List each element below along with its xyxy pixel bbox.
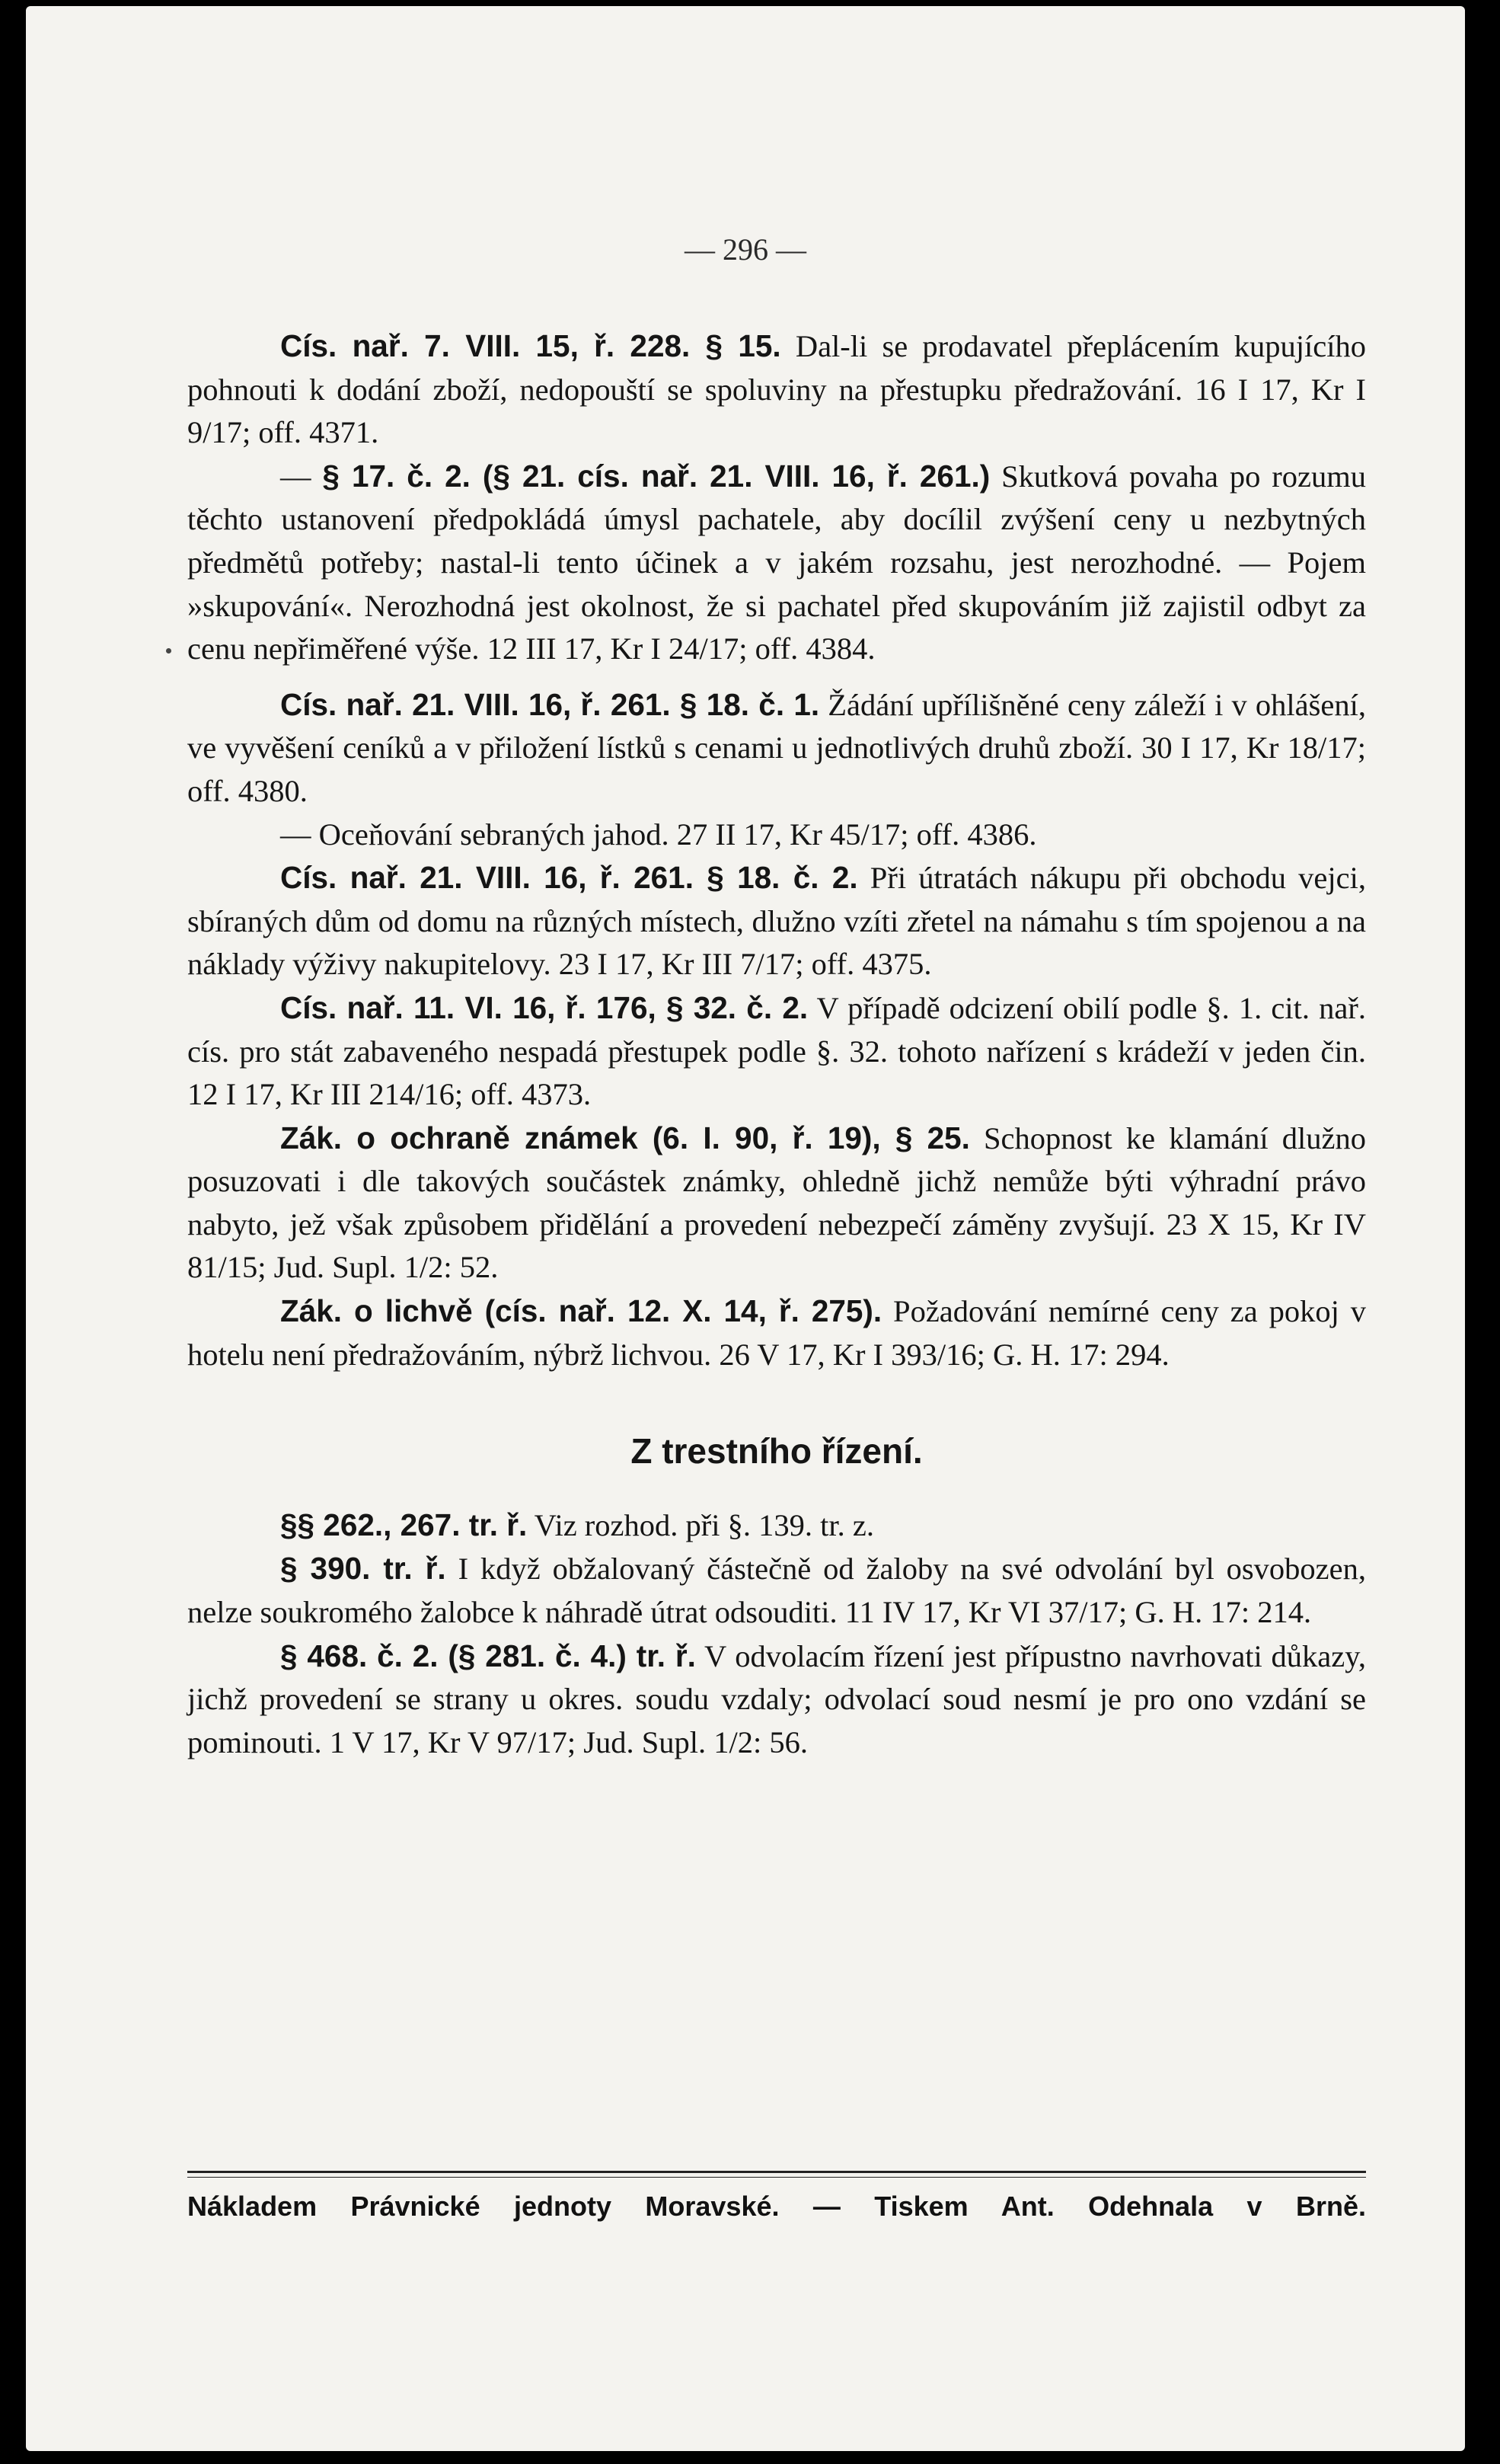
paragraph [187, 1290, 1366, 1376]
paragraph-text: Dal-li se prodavatel přeplácením kupujícího pohnouti k dodání zboží, nedopouští se spoluviny na přestupku předražování. 16 I 17, Kr I 9/17; off. 4371. [187, 329, 1366, 450]
paragraph [187, 324, 1366, 455]
paragraph-heading: Cís. nař. 11. VI. 16, ř. 176, § 32. č. 2. [280, 989, 809, 1025]
paragraph-text: Skutková povaha po rozumu těchto ustanovení předpokládá úmysl pachatele, aby docílil zvýšení ceny u nezbytných předmětů potřeby; nastal-li tento účinek a v jakém rozsahu, jest nerozhodné. — Pojem »skupování«. Nerozhodná jest okolnost, že si pachatel před skupováním již zajistil odbyt za cenu nepřiměřené výše. 12 III 17, Kr I 24/17; off. 4384. [187, 459, 1366, 666]
paragraph-heading: § 17. č. 2. (§ 21. cís. nař. 21. VIII. 16, ř. 261.) [322, 458, 991, 494]
paragraph-heading: Cís. nař. 21. VIII. 16, ř. 261. § 18. č. 2. [280, 860, 858, 896]
paragraph [187, 813, 1366, 857]
paragraph-text: V případě odcizení obilí podle §. 1. cit. nař. cís. pro stát zabaveného nespadá přestupek podle §. 32. tohoto nařízení s krádeží v jeden čin. 12 I 17, Kr III 214/16; off. 4373. [187, 990, 1366, 1112]
paragraph [187, 856, 1366, 986]
paragraph-heading: Cís. nař. 7. VIII. 15, ř. 228. § 15. [280, 328, 781, 363]
paragraph-text: Požadování nemírné ceny za pokoj v hotelu není předražováním, nýbrž lichvou. 26 V 17, Kr I 393/16; G. H. 17: 294. [187, 1294, 1366, 1372]
section-title: Z trestního řízení. [630, 1431, 923, 1472]
paragraph [187, 1547, 1366, 1634]
paragraph-heading: Zák. o ochraně známek (6. I. 90, ř. 19), § 25. [280, 1120, 970, 1155]
paragraph [187, 1504, 1366, 1548]
paragraph-heading: Zák. o lichvě (cís. nař. 12. X. 14, ř. 275). [280, 1293, 882, 1329]
paragraph-heading: Cís. nař. 21. VIII. 16, ř. 261. § 18. č. 1. [280, 686, 820, 722]
paragraph-text: I když obžalovaný částečně od žaloby na své odvolání byl osvobozen, nelze soukromého žalobce k náhradě útrat odsouditi. 11 IV 17, Kr VI 37/17; G. H. 17: 214. [187, 1552, 1366, 1630]
paragraph-text: V odvolacím řízení jest přípustno navrhovati důkazy, jichž provedení se strany u okres. soudu vzdaly; odvolací soud nesmí je pro ono vzdání se pominouti. 1 V 17, Kr V 97/17; Jud. Supl. 1/2: 56. [187, 1638, 1366, 1759]
paragraph-text: Oceňování sebraných jahod. 27 II 17, Kr 45/17; off. 4386. [318, 817, 1037, 852]
paragraph-lead: — [280, 459, 323, 494]
paragraph [187, 455, 1366, 671]
paragraph [187, 986, 1366, 1117]
paragraph-heading: §§ 262., 267. tr. ř. [280, 1507, 528, 1542]
main-text [187, 324, 1366, 1764]
paragraph-heading: § 468. č. 2. (§ 281. č. 4.) tr. ř. [280, 1638, 696, 1673]
paragraph [187, 1635, 1366, 1765]
paragraph [187, 1117, 1366, 1290]
footer-rule [187, 2171, 1366, 2178]
margin-mark [166, 648, 171, 654]
imprint-footer: Nákladem Právnické jednoty Moravské. — Tiskem Ant. Odehnala v Brně. [187, 2191, 1366, 2222]
paragraph-text: Při útratách nákupu při obchodu vejci, sbíraných dům od domu na různých místech, dlužno vzíti zřetel na námahu s tím spojenou a na náklady výživy nakupitelovy. 23 I 17, Kr III 7/17; off. 4375. [187, 861, 1366, 982]
page-number: — 296 — [685, 232, 806, 267]
paragraph-text: Žádání upřílišněné ceny záleží i v ohlášení, ve vyvěšení ceníků a v přiložení lístků s cenami u jednotlivých druhů zboží. 30 I 17, Kr 18/17; off. 4380. [187, 687, 1366, 808]
paragraph [187, 683, 1366, 813]
paragraph-text: Viz rozhod. při §. 139. tr. z. [527, 1507, 874, 1542]
paragraph-heading: § 390. tr. ř. [280, 1551, 446, 1587]
paragraph-text: Schopnost ke klamání dlužno posuzovati i dle takových součástek známky, ohledně jichž nemůže býti výhradní právo nabyto, jež však způsobem přidělání a provedení nebezpečí záměny zvyšují. 23 X 15, Kr IV 81/15; Jud. Supl. 1/2: 52. [187, 1120, 1366, 1285]
paragraph-lead: — [280, 817, 319, 852]
book-page [26, 6, 1465, 2451]
